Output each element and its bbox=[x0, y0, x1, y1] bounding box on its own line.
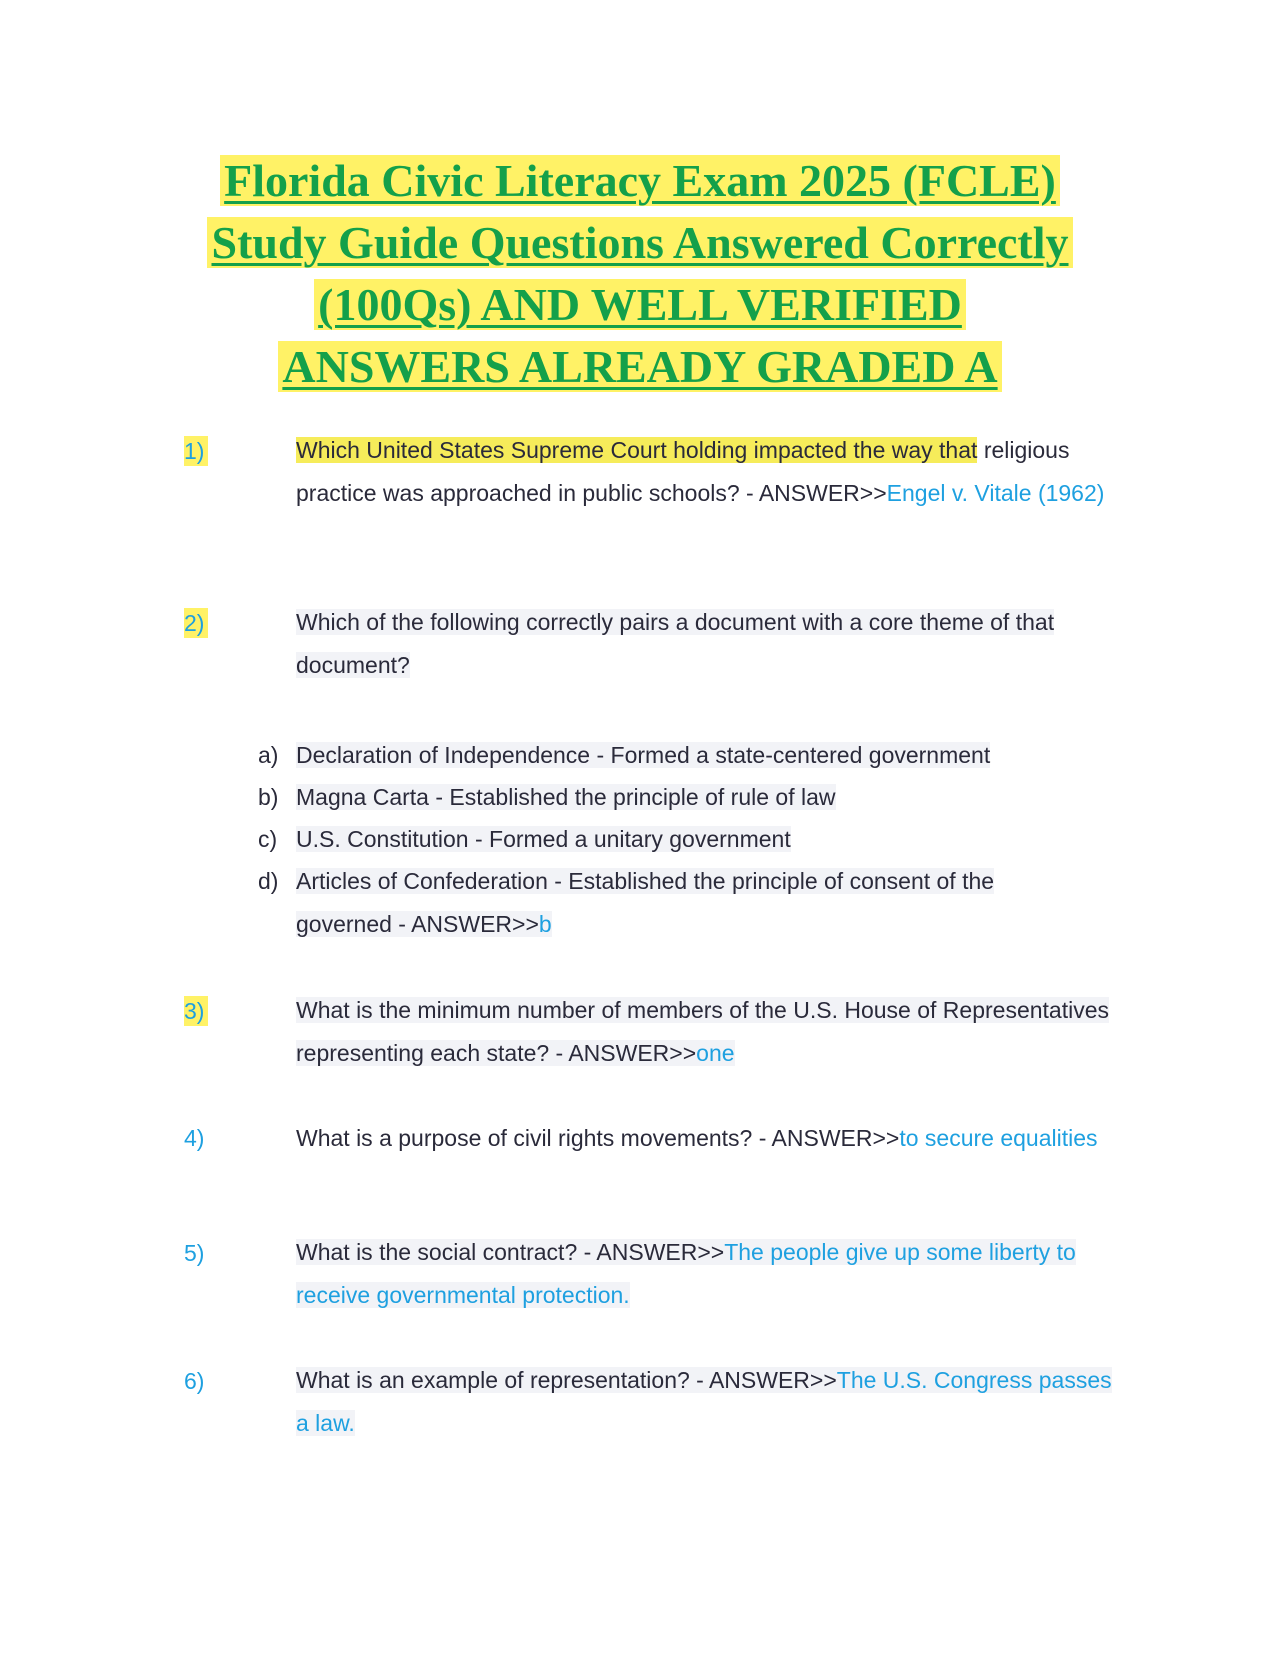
title-line-2: Study Guide Questions Answered Correctly bbox=[207, 217, 1072, 268]
question-number: 5) bbox=[184, 1240, 205, 1266]
question-number: 4) bbox=[184, 1125, 205, 1151]
option-text: Magna Carta - Established the principle of rule of law bbox=[296, 784, 836, 810]
answer-prefix: - ANSWER>> bbox=[391, 911, 539, 937]
answer-text: Engel v. Vitale (1962) bbox=[886, 480, 1105, 506]
option-text-tail: governed bbox=[296, 911, 392, 937]
title-line-4: ANSWERS ALREADY GRADED A bbox=[278, 341, 1001, 392]
answer-text: to secure equalities bbox=[899, 1125, 1098, 1151]
option-text: U.S. Constitution - Formed a unitary government bbox=[296, 826, 791, 852]
option-letter: d) bbox=[258, 868, 279, 894]
answer-text: The U.S. Congress passes a law. bbox=[296, 1367, 1112, 1436]
question-number: 3) bbox=[184, 996, 208, 1026]
option-text: Declaration of Independence - Formed a state-centered government bbox=[296, 742, 991, 768]
question-text-body: What is the minimum number of members of the U.S. House of Representatives representing each state? bbox=[296, 997, 1109, 1066]
document-title bbox=[150, 150, 1130, 398]
option-text-continued bbox=[258, 903, 1118, 946]
question-text bbox=[296, 429, 1126, 515]
answer-prefix: - ANSWER>> bbox=[549, 1040, 697, 1066]
option-b bbox=[258, 776, 1118, 819]
option-letter: c) bbox=[258, 826, 278, 852]
question-text-highlighted: Which United States Supreme Court holding impacted the way that bbox=[296, 437, 978, 463]
question-number: 2) bbox=[184, 608, 208, 638]
option-c bbox=[258, 818, 1118, 861]
question-text-body: What is a purpose of civil rights movements? bbox=[296, 1125, 753, 1151]
question-number: 6) bbox=[184, 1368, 205, 1394]
answer-prefix: - ANSWER>> bbox=[739, 480, 887, 506]
question-text-body: Which of the following correctly pairs a document with a core theme of that document? bbox=[296, 609, 1055, 678]
question-text-body: What is the social contract? bbox=[296, 1239, 578, 1265]
question-text bbox=[296, 601, 1126, 687]
question-text bbox=[296, 1231, 1126, 1317]
option-a bbox=[258, 734, 1118, 777]
answer-text: b bbox=[538, 911, 552, 937]
option-d bbox=[258, 860, 1118, 946]
answer-text: one bbox=[696, 1040, 735, 1066]
title-line-3: (100Qs) AND WELL VERIFIED bbox=[314, 279, 966, 330]
question-text bbox=[296, 1123, 1126, 1154]
question-text bbox=[296, 989, 1126, 1075]
question-text-body: What is an example of representation? bbox=[296, 1367, 690, 1393]
answer-prefix: - ANSWER>> bbox=[752, 1125, 900, 1151]
question-number: 1) bbox=[184, 436, 208, 466]
option-text: Articles of Confederation - Established the principle of consent of the bbox=[296, 868, 995, 894]
answer-prefix: - ANSWER>> bbox=[689, 1367, 837, 1393]
question-text bbox=[296, 1359, 1126, 1445]
answer-text: The people give up some liberty to receive governmental protection. bbox=[296, 1239, 1076, 1308]
question-text-continued: religious practice was approached in public schools? bbox=[296, 437, 1070, 506]
option-letter: a) bbox=[258, 742, 279, 768]
title-line-1: Florida Civic Literacy Exam 2025 (FCLE) bbox=[220, 155, 1060, 206]
answer-prefix: - ANSWER>> bbox=[577, 1239, 725, 1265]
option-letter: b) bbox=[258, 784, 279, 810]
